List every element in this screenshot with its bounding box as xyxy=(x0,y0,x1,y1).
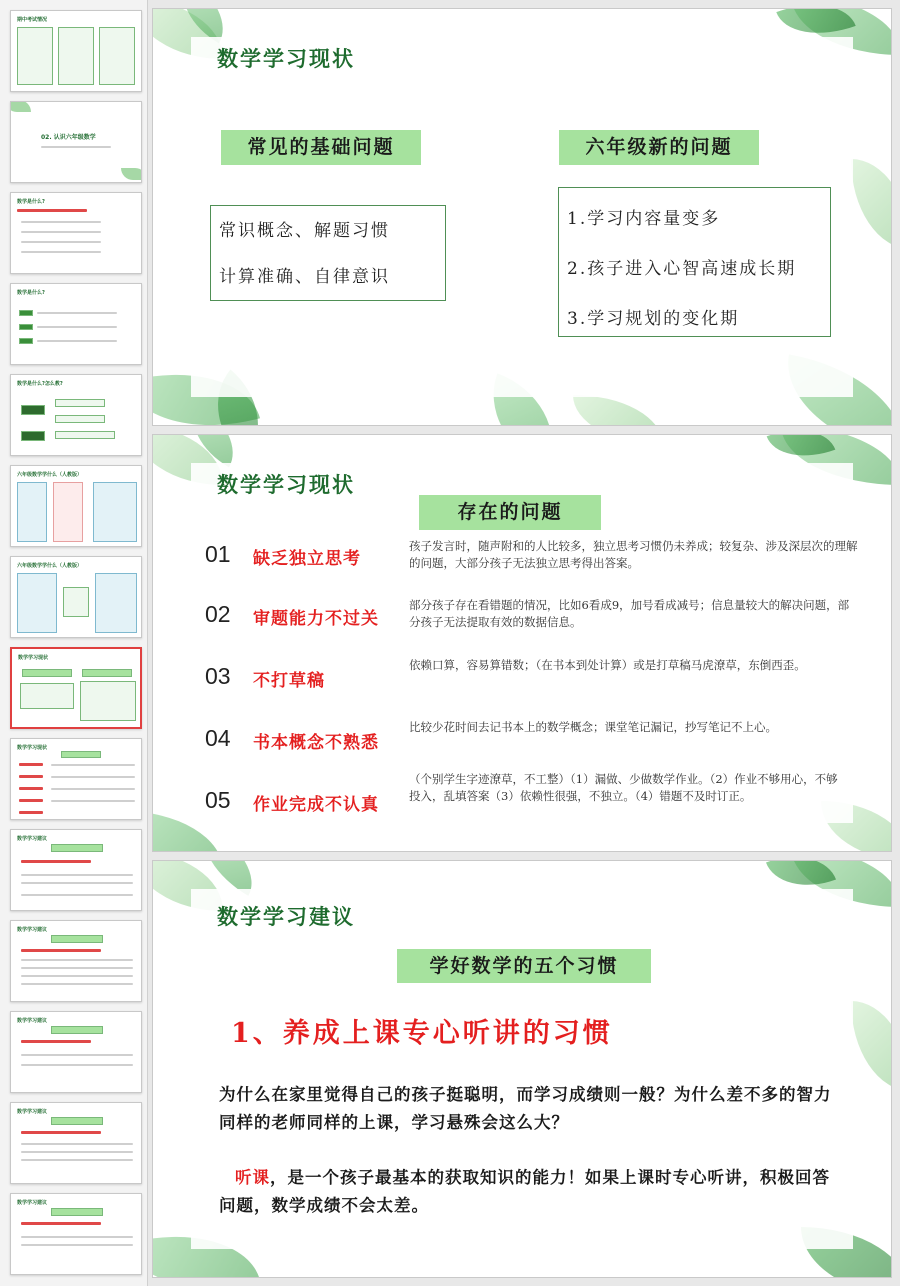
thumbnail-line xyxy=(21,975,133,977)
thumbnail-line xyxy=(51,776,135,778)
thumbnail-line xyxy=(51,764,135,766)
thumbnail-red-line xyxy=(19,775,43,778)
thumbnail-title: 数学学习建议 xyxy=(17,1109,48,1115)
thumbnail-red-line xyxy=(19,763,43,766)
issue-description: 依赖口算，容易算错数；（在书本到处计算）或是打草稿马虎潦草，东倒西歪。 xyxy=(409,658,806,672)
listening-text: ，是一个孩子最基本的获取知识的能力！如果上课时专心听讲，积极回答问题，数学成绩不会太差。 xyxy=(219,1168,830,1215)
thumbnail-line xyxy=(37,326,117,328)
thumbnail-line xyxy=(21,1151,133,1153)
problems-label: 存在的问题 xyxy=(419,495,601,530)
new-problems-box xyxy=(558,187,831,337)
basic-problem-item: 计算准确、自律意识 xyxy=(219,267,390,287)
slide-heading: 数学学习建议 xyxy=(217,904,355,929)
thumbnail-line xyxy=(21,1244,133,1246)
thumbnail-box xyxy=(58,27,94,85)
issue-title: 审题能力不过关 xyxy=(253,609,379,629)
basic-problem-item: 常识概念、解题习惯 xyxy=(219,221,390,241)
thumbnail-slide-1[interactable] xyxy=(10,10,142,92)
thumbnail-box xyxy=(17,573,57,633)
slide-existing-problems[interactable] xyxy=(152,434,892,852)
thumbnail-box xyxy=(19,310,33,316)
thumbnail-box xyxy=(61,751,101,758)
thumbnail-box xyxy=(63,587,89,617)
new-problem-item: 1.学习内容量变多 xyxy=(567,209,721,229)
thumbnail-line xyxy=(51,800,135,802)
thumbnail-title: 数学是什么? xyxy=(17,199,45,205)
thumbnail-box xyxy=(55,415,105,423)
issue-description: 比较少花时间去记书本上的数学概念；课堂笔记漏记，抄写笔记不上心。 xyxy=(409,720,777,734)
thumbnail-slide-13[interactable] xyxy=(10,1102,142,1184)
thumbnail-line xyxy=(21,1159,133,1161)
thumbnail-title: 数学学习建议 xyxy=(17,836,48,842)
thumbnail-line xyxy=(37,312,117,314)
leaf-decoration xyxy=(851,1001,892,1091)
thumbnail-red-line xyxy=(21,949,101,952)
thumbnail-slide-5[interactable] xyxy=(10,374,142,456)
issue-number: 01 xyxy=(205,541,231,567)
thumbnail-box xyxy=(17,482,47,542)
thumbnail-box xyxy=(51,1026,103,1034)
issue-number: 04 xyxy=(205,725,231,751)
thumbnail-red-line xyxy=(19,787,43,790)
slide-current-situation[interactable] xyxy=(152,8,892,426)
thumbnail-box xyxy=(20,683,74,709)
thumbnail-red-line xyxy=(19,799,43,802)
issue-number: 05 xyxy=(205,787,231,813)
thumbnail-line xyxy=(21,1143,133,1145)
thumbnail-line xyxy=(21,1064,133,1066)
thumbnail-title: 六年级数学学什么（人教版） xyxy=(17,563,83,569)
thumbnail-box xyxy=(21,405,45,415)
thumbnail-slide-4[interactable] xyxy=(10,283,142,365)
thumbnail-title: 数学学习建议 xyxy=(17,1018,48,1024)
issue-number: 03 xyxy=(205,663,231,689)
thumbnail-line xyxy=(37,340,117,342)
issue-title: 不打草稿 xyxy=(253,671,325,691)
thumbnail-box xyxy=(21,431,45,441)
thumbnail-line xyxy=(21,221,101,223)
thumbnail-box xyxy=(55,431,115,439)
thumbnail-slide-14[interactable] xyxy=(10,1193,142,1275)
thumbnail-line xyxy=(41,146,111,148)
issue-title: 缺乏独立思考 xyxy=(253,549,361,569)
thumbnail-red-line xyxy=(21,1131,101,1134)
issue-description: （个别学生字迹潦草，不工整）（1）漏做、少做数学作业。（2）作业不够用心，不够投入，乱填答案（3）依赖性很强，不独立。（4）错题不及时订正。 xyxy=(409,772,838,803)
issue-title: 书本概念不熟悉 xyxy=(253,733,379,753)
thumbnail-box xyxy=(22,669,72,677)
thumbnail-box xyxy=(51,844,103,852)
thumbnail-box xyxy=(80,681,136,721)
thumbnail-red-line xyxy=(21,1222,101,1225)
thumbnail-red-line xyxy=(21,1040,91,1043)
thumbnail-line xyxy=(21,231,101,233)
thumbnail-slide-12[interactable] xyxy=(10,1011,142,1093)
listening-highlight: 听课 xyxy=(235,1168,270,1187)
thumbnail-line xyxy=(21,894,133,896)
thumbnail-title: 数学学习建议 xyxy=(17,1200,48,1206)
five-habits-label: 学好数学的五个习惯 xyxy=(397,949,651,983)
new-problem-item: 3.学习规划的变化期 xyxy=(567,309,740,329)
thumbnail-box xyxy=(95,573,137,633)
thumbnail-title: 数学学习现状 xyxy=(18,655,49,661)
leaf-decoration xyxy=(121,168,142,180)
thumbnail-title: 数学是什么?怎么教? xyxy=(17,381,63,387)
thumbnail-box xyxy=(55,399,105,407)
thumbnail-slide-2[interactable] xyxy=(10,101,142,183)
thumbnail-box xyxy=(51,935,103,943)
thumbnail-title: 02. 认识六年级数学 xyxy=(41,134,96,141)
thumbnail-red-line xyxy=(17,209,87,212)
thumbnail-box xyxy=(19,324,33,330)
thumbnail-slide-3[interactable] xyxy=(10,192,142,274)
thumbnail-box xyxy=(17,27,53,85)
question-paragraph: 为什么在家里觉得自己的孩子挺聪明，而学习成绩则一般？为什么差不多的智力同样的老师同样的上课，学习悬殊会这么大？ xyxy=(219,1085,832,1132)
thumbnail-title: 数学学习建议 xyxy=(17,927,48,933)
thumbnail-slide-11[interactable] xyxy=(10,920,142,1002)
thumbnail-line xyxy=(21,983,133,985)
thumbnail-box xyxy=(19,338,33,344)
thumbnail-slide-10[interactable] xyxy=(10,829,142,911)
thumbnail-line xyxy=(21,874,133,876)
basic-problems-label: 常见的基础问题 xyxy=(221,130,421,165)
thumbnail-box xyxy=(93,482,137,542)
thumbnail-slide-6[interactable] xyxy=(10,465,142,547)
new-problem-item: 2.孩子进入心智高速成长期 xyxy=(567,259,797,279)
thumbnail-box xyxy=(99,27,135,85)
thumbnail-title: 数学是什么? xyxy=(17,290,45,296)
thumbnail-red-line xyxy=(19,811,43,814)
thumbnail-line xyxy=(21,959,133,961)
thumbnail-box xyxy=(82,669,132,677)
thumbnail-line xyxy=(21,882,133,884)
issue-description: 孩子发言时，随声附和的人比较多，独立思考习惯仍未养成；较复杂、涉及深层次的理解的问题，大部分孩子无法独立思考得出答案。 xyxy=(409,539,858,570)
new-problems-label: 六年级新的问题 xyxy=(559,130,759,165)
thumbnail-red-line xyxy=(21,860,91,863)
slide-heading: 数学学习现状 xyxy=(217,472,355,497)
issue-number: 02 xyxy=(205,601,231,627)
slide-thumbnail-panel[interactable] xyxy=(0,0,148,1286)
issue-description: 部分孩子存在看错题的情况，比如6看成9，加号看成减号；信息量较大的解决问题，部分孩子无法提取有效的数据信息。 xyxy=(409,598,850,629)
thumbnail-line xyxy=(21,251,101,253)
thumbnail-box xyxy=(53,482,83,542)
listening-paragraph xyxy=(219,1164,839,1220)
thumbnail-line xyxy=(21,967,133,969)
thumbnail-line xyxy=(21,1236,133,1238)
issue-title: 作业完成不认真 xyxy=(253,795,379,815)
thumbnail-box xyxy=(51,1208,103,1216)
slide-heading: 数学学习现状 xyxy=(217,46,355,71)
slide-learning-suggestions[interactable] xyxy=(152,860,892,1278)
leaf-decoration xyxy=(10,101,31,112)
thumbnail-slide-8[interactable] xyxy=(10,647,142,729)
thumbnail-title: 数学学习现状 xyxy=(17,745,48,751)
thumbnail-box xyxy=(51,1117,103,1125)
thumbnail-line xyxy=(21,241,101,243)
thumbnail-title: 期中考试情况 xyxy=(17,17,48,23)
thumbnail-slide-9[interactable] xyxy=(10,738,142,820)
thumbnail-line xyxy=(21,1054,133,1056)
leaf-decoration xyxy=(573,395,663,426)
thumbnail-slide-7[interactable] xyxy=(10,556,142,638)
thumbnail-line xyxy=(51,788,135,790)
leaf-decoration xyxy=(851,159,892,249)
habit-title: 1、养成上课专心听讲的习惯 xyxy=(231,1018,613,1049)
thumbnail-title: 六年级数学学什么（人教版） xyxy=(17,472,83,478)
basic-problems-box xyxy=(210,205,446,301)
